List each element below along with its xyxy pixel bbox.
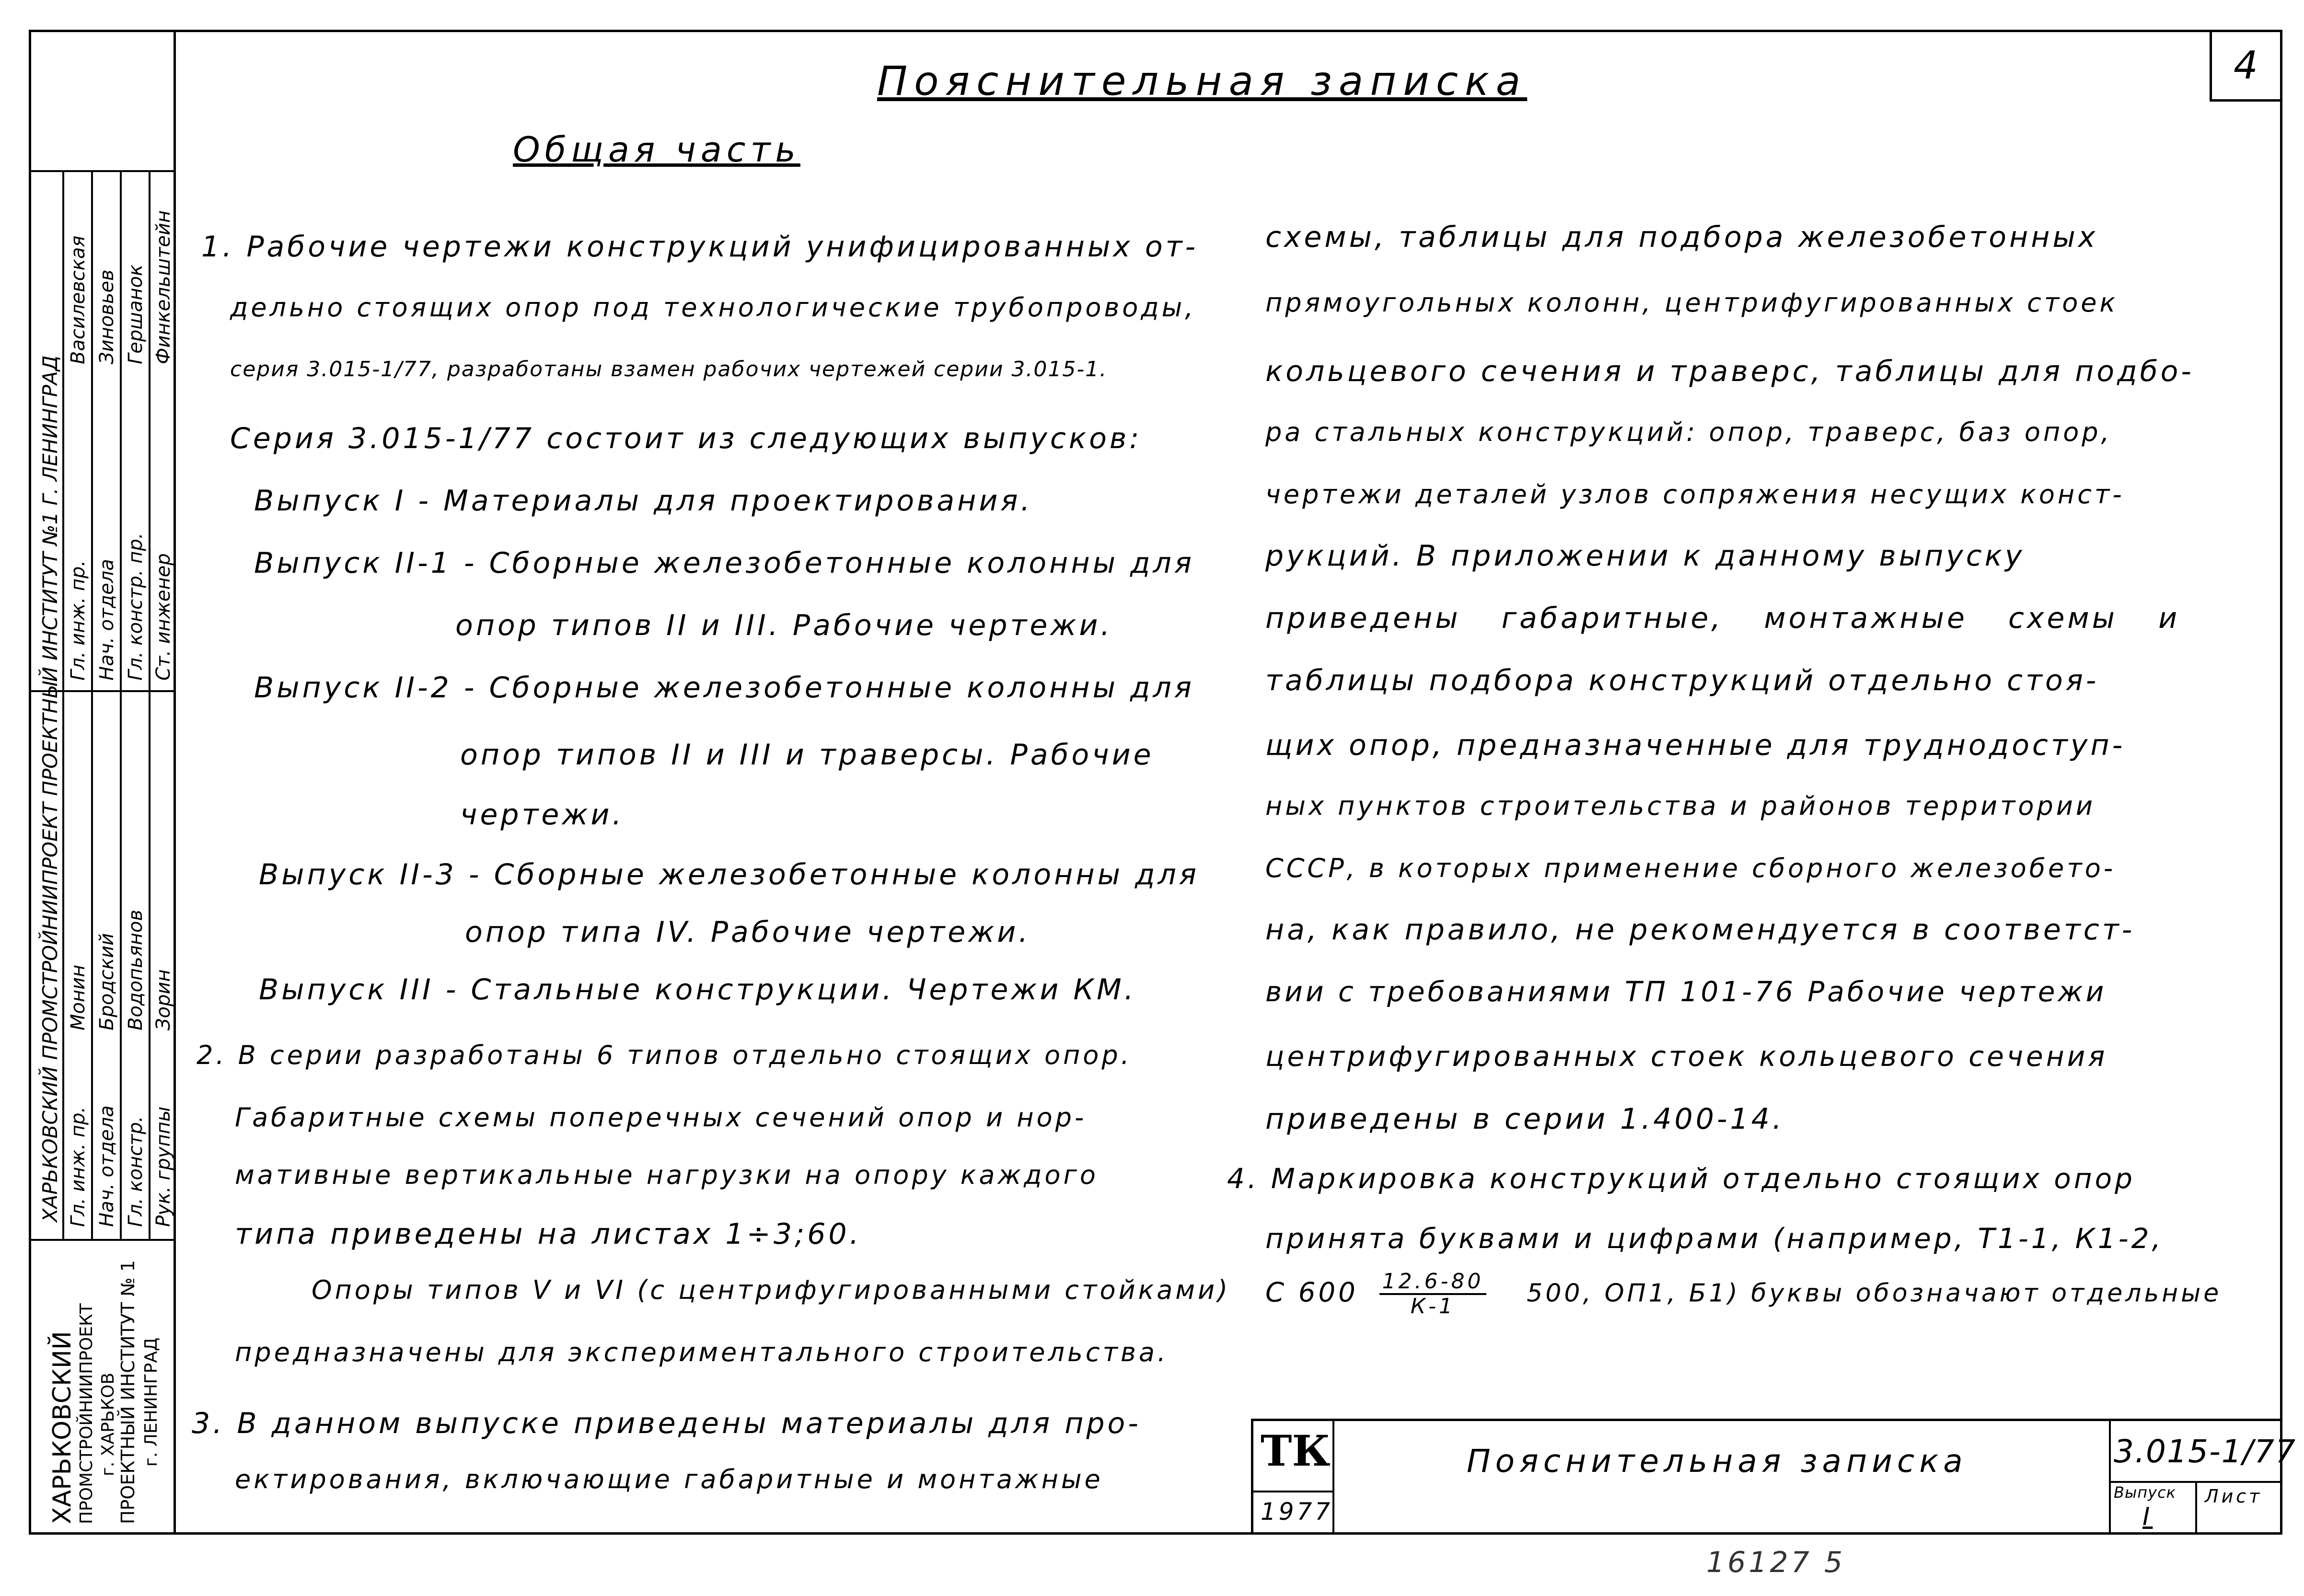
text-line: ра стальных конструкций: опор, траверс, баз опор, xyxy=(1265,417,2112,447)
text-line: серия 3.015-1/77, разработаны взамен рабочих чертежей серии 3.015-1. xyxy=(230,357,1108,382)
stamp-bottom-org: ХАРЬКОВСКИЙ xyxy=(48,1331,77,1524)
stamp-role: Ст. инженер xyxy=(152,553,174,681)
issue-value: I xyxy=(2142,1503,2153,1531)
title-block-name: Пояснительная записка xyxy=(1467,1443,1968,1480)
title-block-year: 1977 xyxy=(1261,1498,1333,1526)
stamp-divider xyxy=(149,170,151,1239)
text-line: Серия 3.015-1/77 состоит из следующих выпусков: xyxy=(230,422,1142,455)
text-line: Выпуск II-2 - Сборные железобетонные колонны для xyxy=(254,671,1194,705)
text-line: на, как правило, не рекомендуется в соответст- xyxy=(1265,913,2135,947)
stamp-divider xyxy=(91,170,93,1239)
title-block-divider xyxy=(2195,1481,2197,1535)
stamp-role: Гл. констр. xyxy=(125,1116,147,1227)
text-line: чертежи деталей узлов сопряжения несущих конст- xyxy=(1265,479,2125,509)
text-line: Габаритные схемы поперечных сечений опор и нор- xyxy=(235,1102,1087,1133)
stamp-role: Нач. отдела xyxy=(96,559,118,681)
stamp-divider xyxy=(29,1239,176,1241)
text-line: ектирования, включающие габаритные и монтажные xyxy=(235,1464,1103,1494)
text-line: схемы, таблицы для подбора железобетонных xyxy=(1265,220,2098,254)
stamp-name: Зиновьев xyxy=(96,269,118,364)
stamp-divider xyxy=(120,170,122,1239)
text-line: таблицы подбора конструкций отдельно стоя- xyxy=(1265,664,2099,697)
stamp-name: Зорин xyxy=(152,969,174,1030)
text-line: типа приведены на листах 1÷3;60. xyxy=(235,1217,862,1251)
stamp-bottom-org: г. ХАРЬКОВ xyxy=(98,1372,118,1476)
stamp-role: Гл. констр. пр. xyxy=(125,532,147,681)
section-subtitle: Общая часть xyxy=(513,129,800,170)
stamp-role: Гл. инж. пр. xyxy=(67,560,89,681)
stamp-role: Гл. инж. пр. xyxy=(67,1106,89,1227)
text-line: мативные вертикальные нагрузки на опору каждого xyxy=(235,1160,1099,1190)
text-line: Выпуск II-1 - Сборные железобетонные колонны для xyxy=(254,546,1194,580)
text-line: принята буквами и цифрами (например, Т1-1, К1-2, xyxy=(1265,1222,2164,1255)
title-block-divider xyxy=(1251,1491,1332,1492)
issue-label: Выпуск xyxy=(2114,1483,2176,1502)
marking-prefix: С 600 xyxy=(1265,1277,1358,1308)
text-line: Выпуск I - Материалы для проектирования. xyxy=(254,484,1033,518)
text-line: центрифугированных стоек кольцевого сечения xyxy=(1265,1040,2108,1073)
fraction-numerator: 12.6-80 xyxy=(1379,1270,1487,1295)
stamp-name: Финкельштейн xyxy=(152,210,174,364)
text-line: кольцевого сечения и траверс, таблицы для подбо- xyxy=(1265,355,2194,388)
stamp-divider xyxy=(62,170,64,1239)
marking-suffix: 500, ОП1, Б1) буквы обозначают отдельные xyxy=(1527,1279,2222,1308)
title-block-divider xyxy=(2109,1419,2111,1535)
stamp-divider xyxy=(29,170,176,172)
stamp-name: Бродский xyxy=(96,933,118,1030)
text-line: рукций. В приложении к данному выпуску xyxy=(1265,539,2025,573)
stamp-bottom-org: ПРОЕКТНЫЙ ИНСТИТУТ № 1 xyxy=(117,1260,139,1524)
fraction-denominator: К-1 xyxy=(1410,1294,1456,1319)
stamp-role: Нач. отдела xyxy=(96,1105,118,1227)
text-line: предназначены для экспериментального строительства. xyxy=(235,1337,1169,1367)
text-line: опор типов II и III и траверсы. Рабочие xyxy=(460,738,1154,772)
text-line: Выпуск II-3 - Сборные железобетонные колонны для xyxy=(259,858,1199,891)
marking-line xyxy=(1265,1270,2222,1318)
text-line: Выпуск III - Стальные конструкции. Чертежи КМ. xyxy=(259,973,1136,1006)
text-line: щих опор, предназначенные для труднодоступ- xyxy=(1265,729,2126,762)
stamp-bottom-org: ПРОМСТРОЙНИИПРОЕКТ xyxy=(77,1303,96,1524)
text-line: ных пунктов строительства и районов территории xyxy=(1265,791,2096,821)
stamp-name: Гершанок xyxy=(125,264,147,364)
stamp-name: Водопьянов xyxy=(125,909,147,1030)
stamp-role: Рук. группы xyxy=(152,1106,174,1227)
text-line: приведены в серии 1.400-14. xyxy=(1265,1102,1784,1136)
text-line: опор типов II и III. Рабочие чертежи. xyxy=(455,609,1113,642)
marking-fraction xyxy=(1379,1270,1487,1318)
sheet-number: 4 xyxy=(2234,43,2261,88)
stamp-org-line: ХАРЬКОВСКИЙ ПРОМСТРОЙНИИПРОЕКТ ПРОЕКТНЫЙ ИНСТИТУТ №1 Г. ЛЕНИНГРАД xyxy=(38,355,62,1222)
page-title: Пояснительная записка xyxy=(877,58,1528,104)
text-line: опор типа IV. Рабочие чертежи. xyxy=(465,915,1031,949)
text-line: дельно стоящих опор под технологические трубопроводы, xyxy=(230,292,1196,323)
text-line: 3. В данном выпуске приведены материалы для про- xyxy=(192,1407,1141,1440)
text-line: приведены габаритные, монтажные схемы и xyxy=(1265,601,2180,635)
text-line: прямоугольных колонн, центрифугированных стоек xyxy=(1265,288,2119,318)
text-line: 2. В серии разработаны 6 типов отдельно стоящих опор. xyxy=(197,1040,1132,1070)
footer-number: 16127 5 xyxy=(1706,1546,1846,1579)
text-line: вии с требованиями ТП 101-76 Рабочие чертежи xyxy=(1265,975,2107,1008)
sheet-label: Лист xyxy=(2205,1486,2263,1507)
text-line: Опоры типов V и VI (с центрифугированными стойками) xyxy=(312,1275,1231,1305)
text-line: 1. Рабочие чертежи конструкций унифицированных от- xyxy=(201,230,1199,264)
tk-logo: ТК xyxy=(1261,1426,1331,1476)
stamp-name: Василевская xyxy=(67,235,89,364)
text-line: 4. Маркировка конструкций отдельно стоящих опор xyxy=(1227,1162,2135,1195)
stamp-name: Монин xyxy=(67,964,89,1030)
text-line: чертежи. xyxy=(460,798,625,832)
stamp-bottom-org: г. ЛЕНИНГРАД xyxy=(141,1337,161,1467)
text-line: СССР, в которых применение сборного железобето- xyxy=(1265,853,2116,883)
title-block-series: 3.015-1/77 xyxy=(2114,1433,2296,1470)
